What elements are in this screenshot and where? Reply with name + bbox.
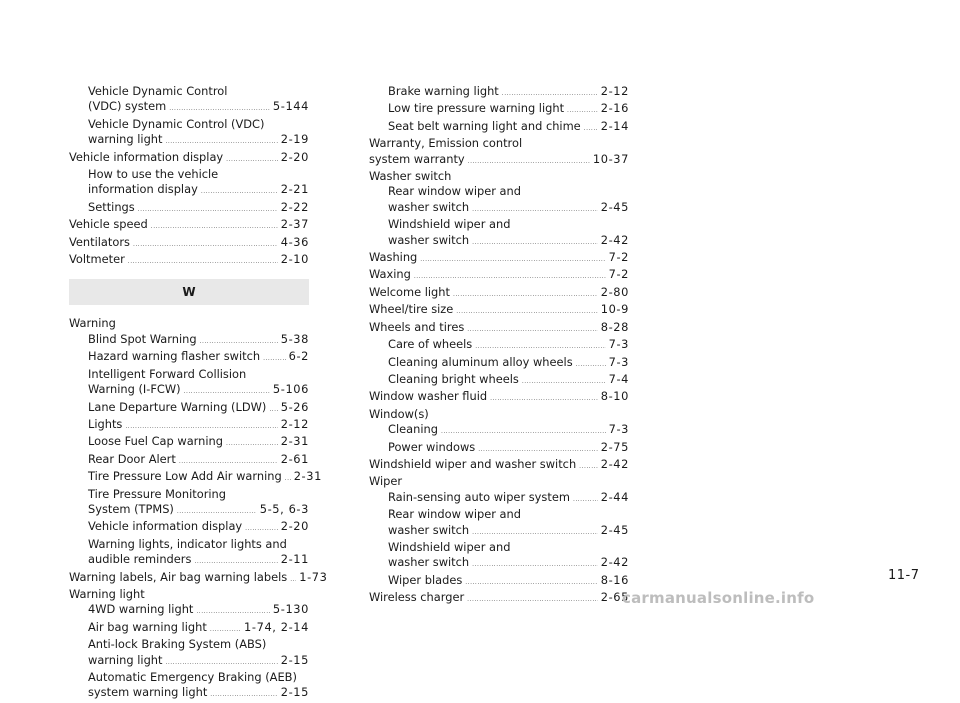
entry-label: Vehicle information display: [69, 149, 224, 164]
entry-label: washer switch: [388, 199, 470, 214]
entry-label: Warranty, Emission control: [369, 136, 523, 151]
index-entry: [369, 507, 629, 522]
index-entry: [369, 320, 629, 337]
index-entry: [69, 150, 309, 167]
entry-page-ref: 7-2: [608, 267, 629, 282]
dot-leader: [151, 219, 278, 234]
index-entry: [69, 84, 309, 99]
index-entry: [69, 685, 309, 702]
entry-label: How to use the vehicle: [88, 167, 219, 182]
index-entry: [369, 474, 629, 489]
entry-page-ref: 5-38: [280, 331, 309, 346]
entry-label: Warning lights, indicator lights and: [88, 536, 287, 551]
index-entry: [69, 117, 309, 132]
entry-label: Hazard warning flasher switch: [88, 349, 261, 364]
entry-label: Anti-lock Braking System (ABS): [88, 637, 267, 652]
entry-label: System (TPMS): [88, 501, 174, 516]
index-entry: [369, 250, 629, 267]
entry-page-ref: 2-75: [600, 439, 629, 454]
entry-label: Wheels and tires: [369, 319, 465, 334]
entry-label: Warning: [69, 316, 116, 331]
entry-page-ref: 2-12: [280, 416, 309, 431]
entry-page-ref: 1-73: [299, 569, 328, 584]
dot-leader: [472, 235, 598, 250]
entry-label: audible reminders: [88, 552, 192, 567]
dot-leader: [184, 384, 270, 399]
dot-leader: [263, 351, 286, 366]
index-entry: [369, 573, 629, 590]
entry-label: Intelligent Forward Collision: [88, 366, 247, 381]
dot-leader: [125, 419, 277, 434]
entry-label: Tire Pressure Monitoring: [88, 486, 227, 501]
index-entry: [69, 417, 309, 434]
dot-leader: [128, 254, 278, 269]
entry-page-ref: 2-42: [600, 555, 629, 570]
dot-leader: [179, 454, 278, 469]
index-column-left: [69, 84, 328, 703]
entry-label: Rain-sensing auto wiper system: [388, 489, 570, 504]
dot-leader: [169, 101, 270, 116]
index-entry: [69, 332, 309, 349]
dot-leader: [210, 622, 241, 637]
index-entry: [369, 355, 629, 372]
index-entry: [369, 200, 629, 217]
index-entry: [369, 590, 629, 607]
entry-label: Welcome light: [369, 284, 450, 299]
dot-leader: [226, 436, 278, 451]
index-entry: [369, 389, 629, 406]
entry-page-ref: 2-16: [600, 101, 629, 116]
entry-label: Warning light: [69, 586, 145, 601]
entry-page-ref: 8-10: [600, 389, 629, 404]
index-entry: [369, 101, 629, 118]
index-entry: [69, 349, 309, 366]
dot-leader: [567, 103, 598, 118]
dot-leader: [165, 134, 277, 149]
entry-label: Window washer fluid: [369, 389, 488, 404]
index-entry: [369, 267, 629, 284]
index-entry: [369, 407, 629, 422]
dot-leader: [467, 592, 598, 607]
dot-leader: [522, 374, 606, 389]
entry-label: Wiper: [369, 474, 403, 489]
index-entry: [369, 490, 629, 507]
entry-page-ref: 2-42: [600, 456, 629, 471]
index-entry: [69, 217, 309, 234]
dot-leader: [177, 504, 257, 519]
entry-label: Waxing: [369, 267, 411, 282]
entry-label: Windshield wiper and: [388, 539, 511, 554]
entry-page-ref: 7-3: [608, 354, 629, 369]
index-entry: [369, 84, 629, 101]
entry-page-ref: 2-14: [600, 118, 629, 133]
entry-label: Vehicle Dynamic Control: [88, 84, 228, 98]
dot-leader: [226, 152, 278, 167]
index-entry: [69, 167, 309, 182]
entry-page-ref: 2-15: [280, 652, 309, 667]
entry-page-ref: 2-65: [600, 590, 629, 605]
index-entry: [69, 620, 309, 637]
entry-page-ref: 2-20: [280, 519, 309, 534]
entry-label: warning light: [88, 132, 163, 147]
entry-page-ref: 2-20: [280, 149, 309, 164]
entry-page-ref: 2-31: [293, 469, 322, 484]
entry-label: Warning (I-FCW): [88, 382, 181, 397]
index-entry: [69, 569, 328, 587]
index-entry: [69, 235, 309, 252]
index-entry: [369, 136, 629, 151]
index-entry: [69, 537, 309, 552]
entry-label: Windshield wiper and washer switch: [369, 456, 577, 471]
index-entry: [369, 119, 629, 136]
entry-label: information display: [88, 182, 198, 197]
entry-page-ref: 2-10: [280, 252, 309, 267]
entry-label: Windshield wiper and: [388, 217, 511, 232]
entry-label: system warning light: [88, 685, 208, 700]
entry-label: Cleaning aluminum alloy wheels: [388, 354, 573, 369]
index-entry: [369, 337, 629, 354]
index-entry: [69, 452, 309, 469]
entry-page-ref: 5-130: [272, 602, 309, 617]
entry-page-ref: 1-74, 2-14: [244, 619, 309, 634]
dot-leader: [468, 154, 590, 169]
entry-page-ref: 2-45: [600, 522, 629, 537]
dot-leader: [138, 202, 278, 217]
index-entry: [69, 316, 309, 331]
dot-leader: [245, 521, 278, 536]
index-entry: [69, 182, 309, 199]
dot-leader: [467, 322, 597, 337]
entry-page-ref: 2-12: [600, 84, 629, 98]
index-entry: [69, 587, 309, 602]
entry-page-ref: 7-2: [608, 250, 629, 265]
entry-page-ref: 2-19: [280, 132, 309, 147]
dot-leader: [414, 269, 606, 284]
dot-leader: [576, 357, 606, 372]
entry-label: Automatic Emergency Braking (AEB): [88, 670, 297, 684]
index-entry: [369, 233, 629, 250]
entry-page-ref: 2-61: [280, 451, 309, 466]
index-entry: [69, 252, 309, 269]
entry-label: Vehicle speed: [69, 217, 148, 232]
entry-label: Washing: [369, 250, 418, 265]
index-entry: [369, 184, 629, 199]
index-entry: [69, 434, 309, 451]
dot-leader: [133, 237, 278, 252]
index-entry: [69, 469, 322, 486]
entry-label: Vehicle Dynamic Control (VDC): [88, 116, 265, 131]
entry-label: system warranty: [369, 151, 465, 166]
index-entry: [69, 382, 309, 399]
entry-page-ref: 2-22: [280, 199, 309, 214]
dot-leader: [472, 525, 598, 540]
entry-page-ref: 8-28: [600, 319, 629, 334]
entry-label: Warning labels, Air bag warning labels: [69, 569, 288, 584]
dot-leader: [196, 604, 270, 619]
entry-label: Wireless charger: [369, 590, 465, 605]
index-entry: [69, 99, 309, 116]
index-entry: [69, 400, 309, 417]
entry-label: Lights: [88, 416, 123, 431]
entry-label: Window(s): [369, 406, 429, 421]
page-number: 11-7: [888, 568, 920, 583]
index-entry: [69, 487, 309, 502]
dot-leader: [465, 575, 597, 590]
watermark: carmanualsonline.info: [622, 589, 815, 607]
entry-label: Brake warning light: [388, 84, 499, 98]
index-column-right: [369, 84, 629, 608]
dot-leader: [502, 86, 598, 101]
index-entry: [369, 523, 629, 540]
index-entry: [369, 555, 629, 572]
entry-page-ref: 10-37: [592, 151, 629, 166]
entry-page-ref: 5-106: [272, 382, 309, 397]
dot-leader: [201, 184, 278, 199]
entry-page-ref: 2-11: [280, 552, 309, 567]
entry-label: washer switch: [388, 522, 470, 537]
entry-label: Wiper blades: [388, 572, 463, 587]
section-header: W: [69, 279, 309, 305]
entry-label: Air bag warning light: [88, 619, 207, 634]
entry-page-ref: 6-2: [288, 349, 309, 364]
entry-label: washer switch: [388, 555, 470, 570]
entry-page-ref: 5-26: [280, 399, 309, 414]
entry-label: Rear window wiper and: [388, 507, 521, 522]
dot-leader: [285, 471, 291, 486]
index-entry: [69, 519, 309, 536]
entry-label: Ventilators: [69, 234, 130, 249]
index-entry: [69, 602, 309, 619]
dot-leader: [290, 572, 296, 587]
index-entry: [369, 152, 629, 169]
entry-label: washer switch: [388, 232, 470, 247]
index-entry: [369, 540, 629, 555]
entry-page-ref: 8-16: [600, 572, 629, 587]
entry-page-ref: 10-9: [600, 302, 629, 317]
entry-page-ref: 2-42: [600, 232, 629, 247]
index-entry: [369, 285, 629, 302]
index-entry: [369, 169, 629, 184]
entry-page-ref: 2-80: [600, 284, 629, 299]
dot-leader: [200, 334, 278, 349]
entry-label: (VDC) system: [88, 99, 167, 114]
entry-label: warning light: [88, 652, 163, 667]
dot-leader: [453, 287, 598, 302]
entry-label: Rear Door Alert: [88, 451, 176, 466]
entry-page-ref: 2-44: [600, 489, 629, 504]
dot-leader: [165, 655, 277, 670]
index-entry: [369, 302, 629, 319]
entry-page-ref: 2-45: [600, 199, 629, 214]
entry-page-ref: 7-3: [608, 337, 629, 352]
index-entry: [369, 217, 629, 232]
entry-label: Washer switch: [369, 169, 452, 184]
index-entry: [69, 670, 309, 685]
index-entry: [69, 367, 309, 382]
dot-leader: [441, 424, 606, 439]
entry-label: Wheel/tire size: [369, 302, 454, 317]
dot-leader: [478, 442, 598, 457]
index-entry: [69, 200, 309, 217]
dot-leader: [579, 459, 598, 474]
dot-leader: [472, 557, 598, 572]
entry-label: 4WD warning light: [88, 602, 194, 617]
dot-leader: [194, 554, 277, 569]
entry-label: Tire Pressure Low Add Air warning: [88, 469, 282, 484]
dot-leader: [420, 252, 605, 267]
index-entry: [69, 653, 309, 670]
entry-label: Blind Spot Warning: [88, 331, 197, 346]
entry-label: Voltmeter: [69, 252, 125, 267]
entry-page-ref: 7-3: [608, 422, 629, 437]
entry-page-ref: 7-4: [608, 371, 629, 386]
entry-label: Vehicle information display: [88, 519, 243, 534]
entry-label: Cleaning: [388, 422, 438, 437]
entry-label: Seat belt warning light and chime: [388, 118, 581, 133]
index-entry: [369, 440, 629, 457]
dot-leader: [475, 339, 605, 354]
index-entry: [69, 502, 309, 519]
entry-label: Loose Fuel Cap warning: [88, 434, 223, 449]
entry-page-ref: 2-31: [280, 434, 309, 449]
entry-page-ref: 4-36: [280, 234, 309, 249]
index-entry: [369, 422, 629, 439]
dot-leader: [269, 402, 277, 417]
entry-page-ref: 2-21: [280, 182, 309, 197]
dot-leader: [584, 121, 598, 136]
entry-page-ref: 5-144: [272, 99, 309, 114]
index-entry: [69, 637, 309, 652]
dot-leader: [490, 391, 598, 406]
dot-leader: [210, 687, 277, 702]
entry-label: Low tire pressure warning light: [388, 101, 565, 116]
dot-leader: [573, 492, 598, 507]
entry-label: Settings: [88, 199, 135, 214]
dot-leader: [456, 304, 597, 319]
entry-page-ref: 2-37: [280, 217, 309, 232]
index-entry: [69, 552, 309, 569]
entry-page-ref: 5-5, 6-3: [259, 501, 309, 516]
entry-label: Power windows: [388, 439, 476, 454]
entry-label: Care of wheels: [388, 337, 473, 352]
entry-label: Cleaning bright wheels: [388, 371, 519, 386]
entry-label: Rear window wiper and: [388, 184, 521, 199]
dot-leader: [472, 202, 598, 217]
entry-label: Lane Departure Warning (LDW): [88, 399, 267, 414]
entry-page-ref: 2-15: [280, 685, 309, 700]
index-entry: [369, 457, 629, 474]
index-entry: [369, 372, 629, 389]
index-entry: [69, 132, 309, 149]
